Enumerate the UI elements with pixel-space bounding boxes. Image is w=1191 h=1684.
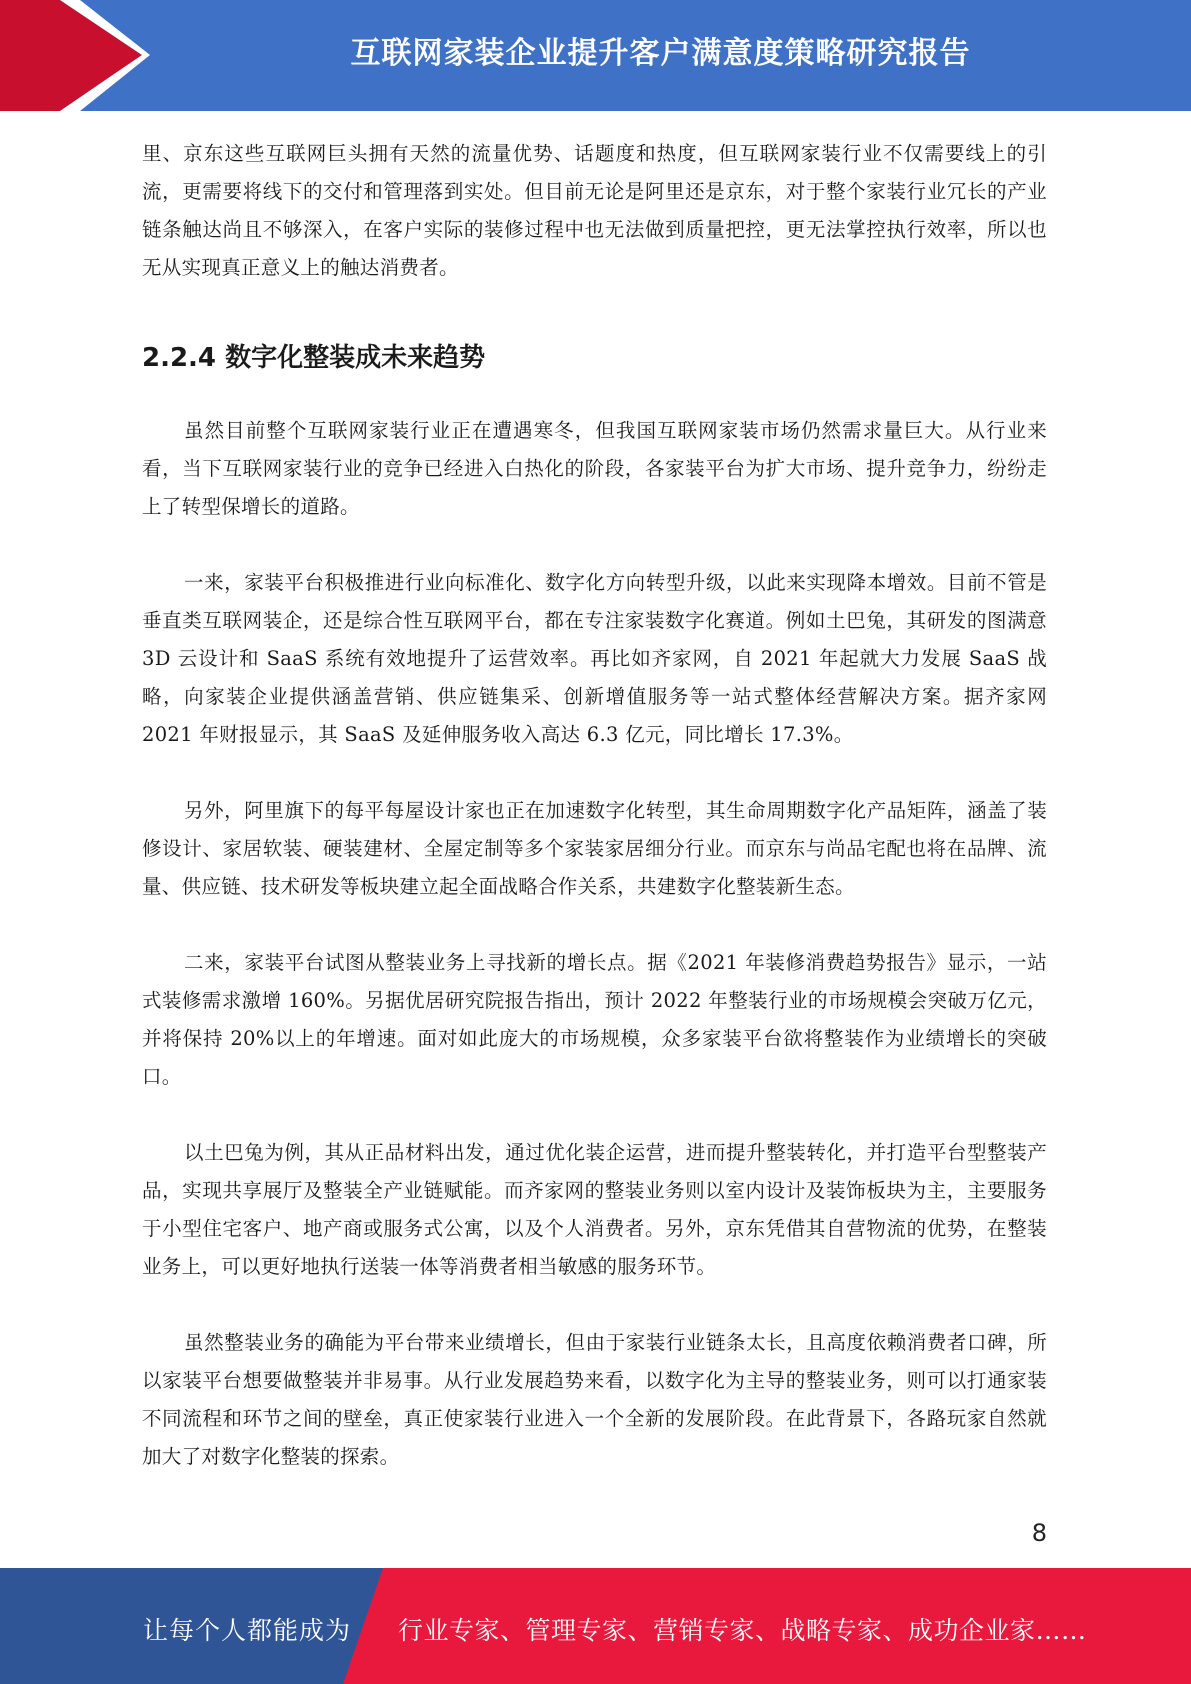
body-paragraph: 虽然整装业务的确能为平台带来业绩增长，但由于家装行业链条太长，且高度依赖消费者口碑，所以家装平台想要做整装并非易事。从行业发展趋势来看，以数字化为主导的整装业务，则可以打通家装不同流程和环节之间的壁垒，真正使家装行业进入一个全新的发展阶段。在此背景下，各路玩家自然就加大了对数字化整装的探索。 [142,1331,1047,1468]
footer-slogan-left: 让每个人都能成为 [143,1616,352,1645]
body-paragraph: 虽然目前整个互联网家装行业正在遭遇寒冬，但我国互联网家装市场仍然需求量巨大。从行业来看，当下互联网家装行业的竞争已经进入白热化的阶段，各家装平台为扩大市场、提升竞争力，纷纷走上了转型保增长的道路。 [142,419,1047,518]
body-paragraph: 另外，阿里旗下的每平每屋设计家也正在加速数字化转型，其生命周期数字化产品矩阵，涵盖了装修设计、家居软装、硬装建材、全屋定制等多个家装家居细分行业。而京东与尚品宅配也将在品牌、流量、供应链、技术研发等板块建立起全面战略合作关系，共建数字化整装新生态。 [142,799,1047,898]
section-heading: 2.2.4 数字化整装成未来趋势 [142,343,486,373]
main-content [142,135,1047,1476]
page-footer [0,1568,1191,1684]
page-header [0,0,1191,111]
body-paragraph: 二来，家装平台试图从整装业务上寻找新的增长点。据《2021 年装修消费趋势报告》显示，一站式装修需求激增 160%。另据优居研究院报告指出，预计 2022 年整装行业的市场规模会突破万亿元，并将保持 20%以上的年增速。面对如此庞大的市场规模，众多家装平台欲将整装作为业绩增长的突破口。 [142,951,1047,1088]
page-number: 8 [1031,1519,1047,1547]
body-paragraph: 一来，家装平台积极推进行业向标准化、数字化方向转型升级，以此来实现降本增效。目前不管是垂直类互联网装企，还是综合性互联网平台，都在专注家装数字化赛道。例如土巴兔，其研发的图满意 3D 云设计和 SaaS 系统有效地提升了运营效率。再比如齐家网，自 2021 年起就大力发展 SaaS 战略，向家装企业提供涵盖营销、供应链集采、创新增值服务等一站式整体经营解决方案。据齐家网 2021 年财报显示，其 SaaS 及延伸服务收入高达 6.3 亿元，同比增长 17.3%。 [142,571,1047,746]
body-paragraph: 以土巴兔为例，其从正品材料出发，通过优化装企运营，进而提升整装转化，并打造平台型整装产品，实现共享展厅及整装全产业链赋能。而齐家网的整装业务则以室内设计及装饰板块为主，主要服务于小型住宅客户、地产商或服务式公寓，以及个人消费者。另外，京东凭借其自营物流的优势，在整装业务上，可以更好地执行送装一体等消费者相当敏感的服务环节。 [142,1141,1047,1278]
footer-slogan-right: 行业专家、管理专家、营销专家、战略专家、成功企业家…… [398,1616,1087,1645]
intro-paragraph: 里、京东这些互联网巨头拥有天然的流量优势、话题度和热度，但互联网家装行业不仅需要线上的引流，更需要将线下的交付和管理落到实处。但目前无论是阿里还是京东，对于整个家装行业冗长的产业链条触达尚且不够深入，在客户实际的装修过程中也无法做到质量把控，更无法掌控执行效率，所以也无从实现真正意义上的触达消费者。 [142,142,1047,279]
report-title: 互联网家装企业提升客户满意度策略研究报告 [350,36,971,71]
